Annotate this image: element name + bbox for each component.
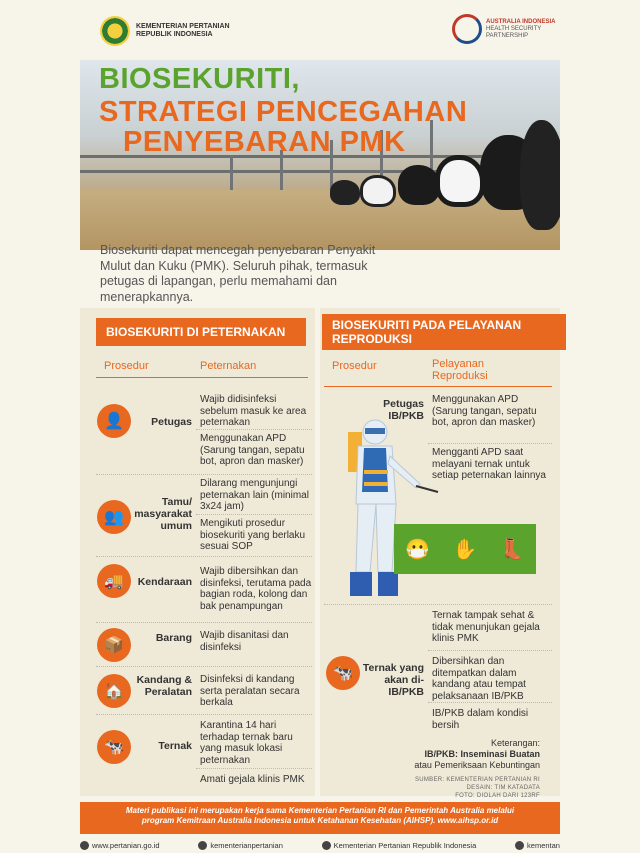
globe-icon [80,841,89,850]
aihsp-emblem-icon [452,14,482,44]
farm-proc-1: Wajib didisinfeksi sebelum masuk ke area peternakan [200,394,307,428]
ppe-icons-strip [394,524,536,574]
twitter-icon [515,841,524,850]
actor-petugas: Petugas [151,416,192,428]
instagram-link[interactable]: kementerianpertanian [198,841,283,850]
vehicle-icon: 🚚 [97,564,131,598]
farm-col-farm: Peternakan [200,360,257,372]
facebook-icon [322,841,331,850]
mask-icon: 😷 [405,538,431,561]
aihsp-logo [452,14,555,44]
twitter-link[interactable]: kementan [515,841,560,850]
title-line-1: BIOSEKURITI, [99,63,300,95]
reproduction-section-heading: BIOSEKURITI PADA PELAYANAN REPRODUKSI [322,314,566,350]
repro-proc-1: Menggunakan APD (Sarung tangan, sepatu bot, apron dan masker) [432,394,537,428]
kementan-emblem-icon [100,16,130,46]
ministry-name: KEMENTERIAN PERTANIAN REPUBLIK INDONESIA [136,22,230,38]
actor-barang: Barang [155,632,192,644]
gloves-icon: ✋ [452,538,478,561]
actor-ternak: Ternak [158,740,192,752]
farm-proc-5: Wajib dibersihkan dan disinfeksi, terutama pada bagian roda, kolong dan bak penampungan [200,566,312,612]
goods-icon: 📦 [97,628,131,662]
actor-kendaraan: Kendaraan [137,576,192,588]
farm-proc-2: Menggunakan APD (Sarung tangan, sepatu bot, apron dan masker) [200,433,305,467]
intro-text: Biosekuriti dapat mencegah penyebaran Penyakit Mulut dan Kuku (PMK). Seluruh pihak, termasuk petugas di lapangan, perlu memahami dan menerapkannya. [100,243,376,304]
footer-partnership-note: Materi publikasi ini merupakan kerja sama Kementerian Pertanian RI dan Pemerintah Australia melalui program Kemitraan Australia Indonesia untuk Ketahanan Kesehatan (AIHSP). www.aihsp.or.id [80,802,560,834]
barn-icon: 🏠 [97,674,131,708]
repro-proc-4: Dibersihkan dan ditempatkan dalam kandang atau tempat pelaksanaan IB/PKB [432,656,526,702]
actor-kandang: Kandang & Peralatan [136,674,192,698]
hero-cowshed-photo [80,60,560,250]
farm-col-procedure: Prosedur [104,360,149,372]
farm-proc-3: Dilarang mengunjungi peternakan lain (minimal 3x24 jam) [200,478,309,512]
cattle-icon: 🐄 [97,730,131,764]
farm-proc-7: Disinfeksi di kandang serta peralatan secara berkala [200,674,300,708]
farm-proc-9: Amati gejala klinis PMK [200,774,305,785]
website-link[interactable]: www.pertanian.go.id [80,841,160,850]
cattle-ib-icon: 🐄 [326,656,360,690]
instagram-icon [198,841,207,850]
repro-col-service: Pelayanan Reproduksi [432,358,488,382]
title-line-3: PENYEBARAN PMK [123,126,406,158]
repro-proc-5: IB/PKB dalam kondisi bersih [432,708,529,731]
boots-icon: 👢 [499,538,525,561]
officer-icon: 👤 [97,404,131,438]
notes: Keterangan: IB/PKB: Inseminasi Buatan atau Pemeriksaan Kebuntingan [414,738,540,770]
actor-ternak-ib: Ternak yang akan di-IB/PKB [362,662,424,698]
repro-proc-3: Ternak tampak sehat & tidak menunjukan gejala klinis PMK [432,610,540,644]
farm-proc-6: Wajib disanitasi dan disinfeksi [200,630,289,653]
repro-proc-2: Mengganti APD saat melayani ternak untuk setiap peternakan lainnya [432,447,546,481]
farm-proc-8: Karantina 14 hari terhadap ternak baru yang masuk lokasi peternakan [200,720,293,766]
actor-tamu: Tamu/ masyarakat umum [134,496,192,532]
facebook-link[interactable]: Kementerian Pertanian Republik Indonesia [322,841,477,850]
kementan-logo [100,16,230,46]
footer-social-row [80,838,560,852]
title-line-2: STRATEGI PENCEGAHAN [99,96,468,128]
farm-proc-4: Mengikuti prosedur biosekuriti yang berlaku sesuai SOP [200,518,306,552]
farm-section-heading: BIOSEKURITI DI PETERNAKAN [96,318,306,346]
partner-name: AUSTRALIA INDONESIA HEALTH SECURITY PARTNERSHIP [486,18,556,39]
visitors-icon: 👥 [97,500,131,534]
repro-col-procedure: Prosedur [332,360,377,372]
actor-petugas-ib: Petugas IB/PKB [383,398,424,422]
credits: SUMBER: KEMENTERIAN PERTANIAN RI DESAIN: TIM KATADATA FOTO: DIOLAH DARI 123RF [414,777,540,799]
